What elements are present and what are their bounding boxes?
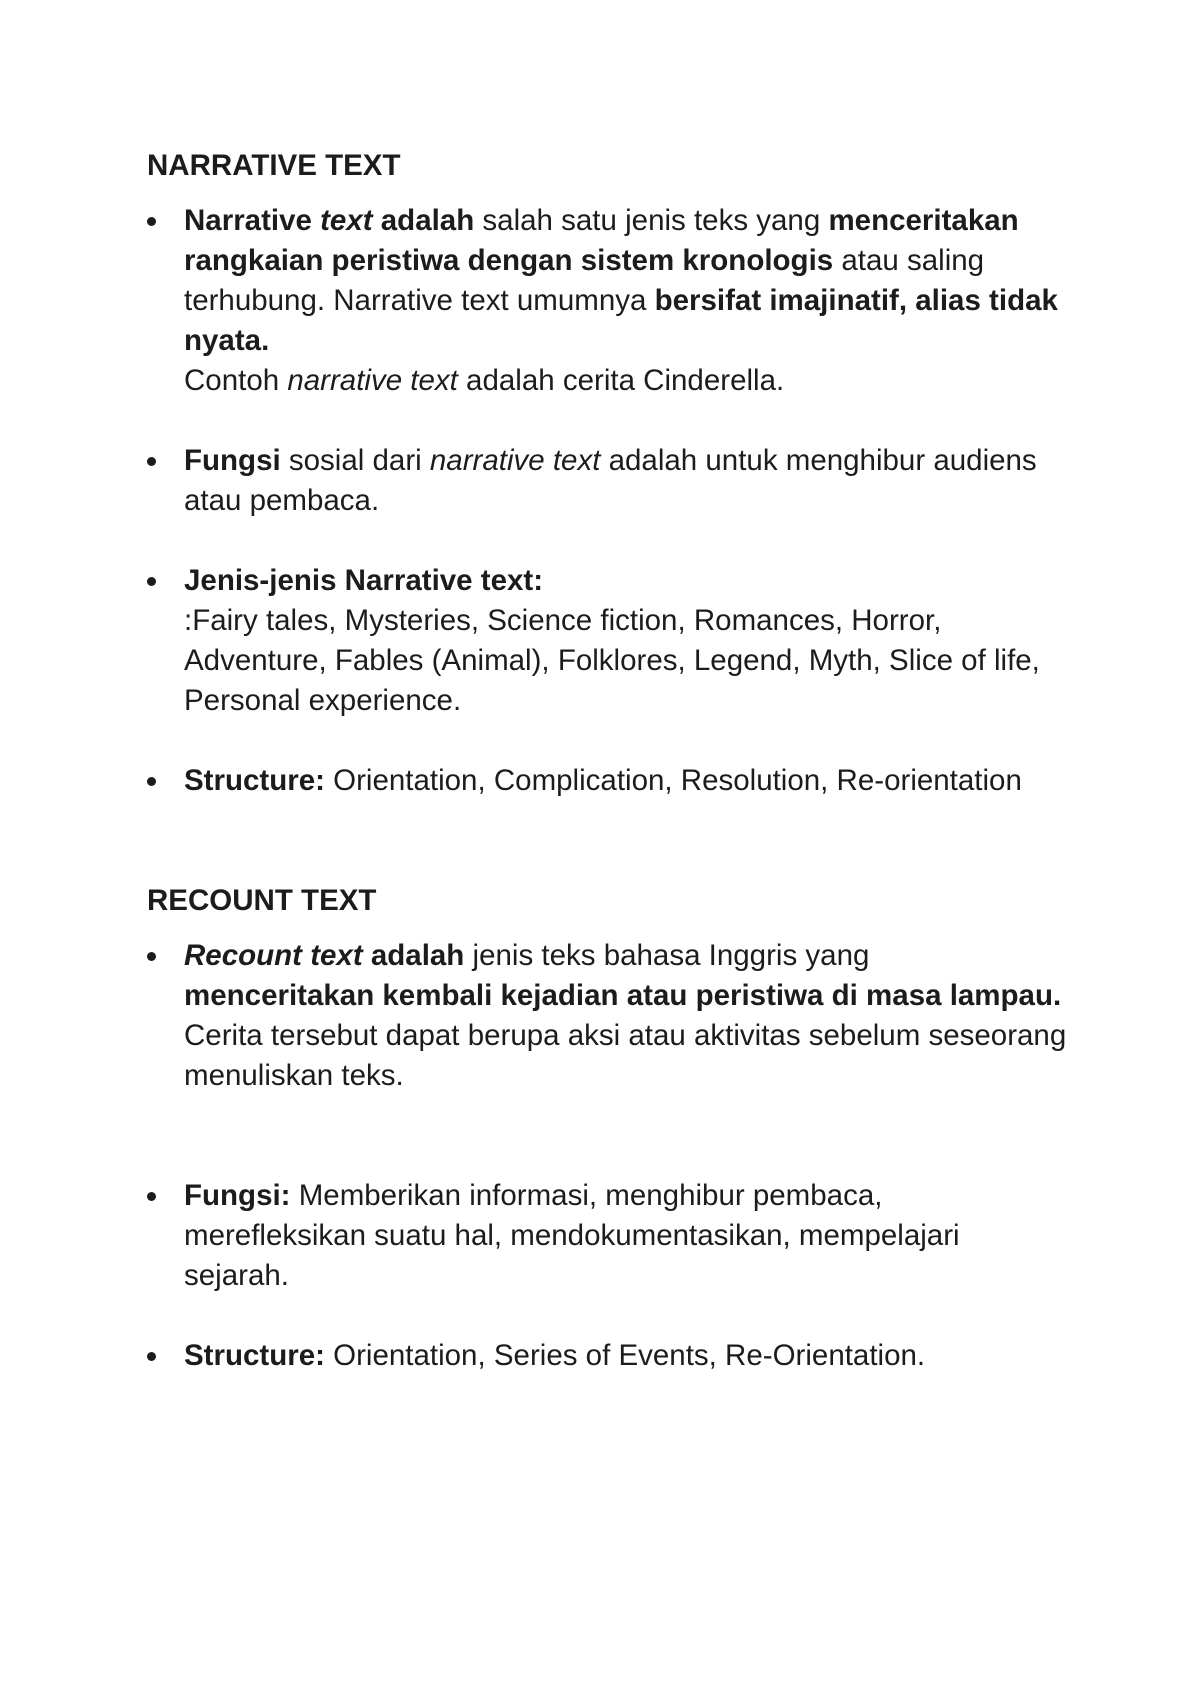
narrative-term: Narrative — [184, 204, 321, 237]
recount-definition-bold: menceritakan kembali kejadian atau peristiwa di masa lampau. — [184, 979, 1062, 1012]
recount-term: Recount text — [184, 939, 363, 972]
function-text-cont: adalah untuk menghibur audiens atau pembaca. — [184, 444, 1037, 517]
bullet-icon — [147, 777, 156, 786]
structure-label: Structure: — [184, 764, 325, 797]
example-prefix: Contoh — [184, 364, 288, 397]
narrative-function-item — [147, 441, 1067, 521]
bullet-icon — [147, 217, 156, 226]
narrative-definition-text: salah satu jenis teks yang — [474, 204, 829, 237]
narrative-imaginative: bersifat imajinatif, alias tidak nyata. — [184, 284, 1058, 357]
recount-definition-text: jenis teks bahasa Inggris yang — [464, 939, 870, 972]
narrative-example — [184, 361, 1067, 401]
function-text: sosial dari — [280, 444, 430, 477]
structure-text: Orientation, Complication, Resolution, Re-orientation — [324, 764, 1022, 797]
types-label: Jenis-jenis Narrative text: — [184, 564, 544, 597]
narrative-definition-cont: atau saling terhubung. Narrative text umumnya — [184, 244, 985, 317]
document-page — [147, 146, 1067, 1376]
bullet-icon — [147, 952, 156, 961]
example-text: adalah cerita Cinderella. — [457, 364, 785, 397]
recount-function-text: Memberikan informasi, menghibur pembaca, merefleksikan suatu hal, mendokumentasikan, mempelajari sejarah. — [184, 1179, 960, 1292]
recount-bullet-list — [147, 936, 1067, 1376]
recount-structure-label: Structure: — [184, 1339, 325, 1372]
types-text: :Fairy tales, Mysteries, Science fiction, Romances, Horror, Adventure, Fables (Animal), Folklores, Legend, Myth, Slice of life, Personal experience. — [184, 604, 1040, 717]
recount-heading: RECOUNT TEXT — [147, 884, 377, 917]
recount-definition-item — [147, 936, 1067, 1096]
narrative-definition-bold: menceritakan rangkaian peristiwa dengan sistem kronologis — [184, 204, 1019, 277]
function-label: Fungsi — [184, 444, 281, 477]
narrative-bullet-list — [147, 201, 1067, 801]
narrative-types-item — [147, 561, 1067, 721]
bullet-icon — [147, 577, 156, 586]
narrative-term-italic: text — [320, 204, 373, 237]
bullet-icon — [147, 1192, 156, 1201]
recount-function-label: Fungsi: — [184, 1179, 291, 1212]
recount-adalah: adalah — [362, 939, 465, 972]
function-term: narrative text — [429, 444, 601, 477]
recount-definition-cont: Cerita tersebut dapat berupa aksi atau aktivitas sebelum seseorang menuliskan teks. — [184, 1019, 1067, 1092]
narrative-definition-item — [147, 201, 1067, 401]
recount-structure-item — [147, 1336, 1067, 1376]
narrative-heading: NARRATIVE TEXT — [147, 149, 401, 182]
recount-structure-text: Orientation, Series of Events, Re-Orientation. — [324, 1339, 926, 1372]
recount-function-item — [147, 1176, 1067, 1296]
bullet-icon — [147, 1352, 156, 1361]
example-term: narrative text — [287, 364, 458, 397]
narrative-structure-item — [147, 761, 1067, 801]
bullet-icon — [147, 457, 156, 466]
narrative-adalah: adalah — [372, 204, 475, 237]
